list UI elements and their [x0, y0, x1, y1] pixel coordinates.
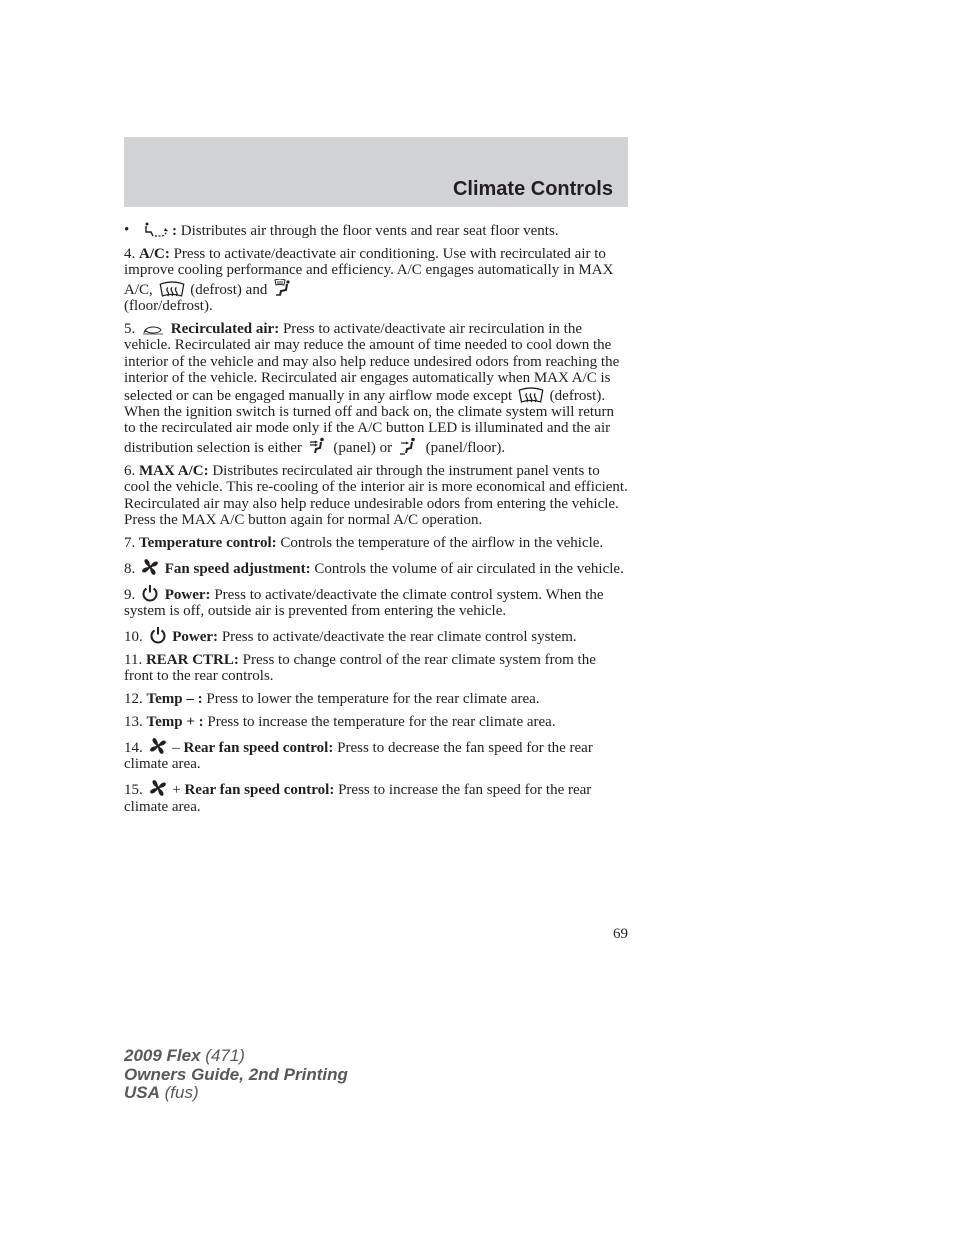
recirculation-icon: [141, 324, 165, 336]
list-item: 6. MAX A/C: Distributes recirculated air through the instrument panel vents to cool the vehicle. This re-cooling of the interior air is more economical and efficient. Recirculated air may also help reduce undesirable odors from entering the vehicle. Press the MAX A/C button again for normal A/C operation.: [124, 462, 628, 528]
list-item: 8. Fan speed adjustment: Controls the volume of air circulated in the vehicle.: [124, 558, 628, 577]
list-item: • : Distributes air through the floor vents and rear seat floor vents.: [124, 222, 559, 239]
fan-icon: [149, 737, 167, 755]
bullet-marker: •: [124, 222, 130, 238]
defrost-icon: [518, 387, 544, 403]
defrost-icon: [159, 281, 185, 297]
header-band: [124, 137, 628, 207]
list-item: 10. Power: Press to activate/deactivate the rear climate control system.: [124, 626, 628, 645]
floor-defrost-icon: [273, 279, 293, 297]
panel-vent-icon: [308, 437, 328, 455]
list-item: 12. Temp – : Press to lower the temperature for the rear climate area.: [124, 691, 540, 708]
list-item: 13. Temp + : Press to increase the temperature for the rear climate area.: [124, 714, 556, 731]
list-item: 4. A/C: Press to activate/deactivate air conditioning. Use with recirculated air to improve cooling performance and efficiency. A/C engages automatically in MAX A/C, (defrost) and (floor/defrost).: [124, 245, 614, 315]
page-title: Climate Controls: [452, 178, 613, 200]
footer: 2009 Flex (471) Owners Guide, 2nd Printing USA (fus): [124, 1046, 348, 1102]
list-item: 15. + Rear fan speed control: Press to increase the fan speed for the rear climate area.: [124, 779, 628, 815]
power-icon: [141, 584, 159, 602]
power-icon: [149, 626, 167, 644]
floor-vent-icon: [144, 222, 170, 238]
fan-icon: [141, 558, 159, 576]
list-item: 14. – Rear fan speed control: Press to decrease the fan speed for the rear climate area.: [124, 737, 628, 773]
page-number: 69: [613, 926, 628, 942]
content-body: [124, 222, 628, 822]
list-item: 7. Temperature control: Controls the temperature of the airflow in the vehicle.: [124, 534, 604, 551]
panel-floor-icon: [398, 437, 420, 455]
list-item: 5. Recirculated air: Press to activate/deactivate air recirculation in the vehicle. Recirculated air may reduce the amount of time needed to cool down the interior of the vehicle and may also help reduce undesired odors from reaching the interior of the vehicle. Recirculated air engages automatically when MAX A/C is selected or can be engaged manually in any airflow mode except (defrost). When the ignition switch is turned off and back on, the climate system will return to the recirculated air mode only if the A/C button LED is illuminated and the air distribution selection is either (panel) or (panel/floor).: [124, 321, 620, 456]
list-item: 11. REAR CTRL: Press to change control of the rear climate system from the front to the rear controls.: [124, 651, 596, 685]
fan-icon: [149, 779, 167, 797]
list-item: 9. Power: Press to activate/deactivate the climate control system. When the system is off, outside air is prevented from entering the vehicle.: [124, 584, 628, 620]
